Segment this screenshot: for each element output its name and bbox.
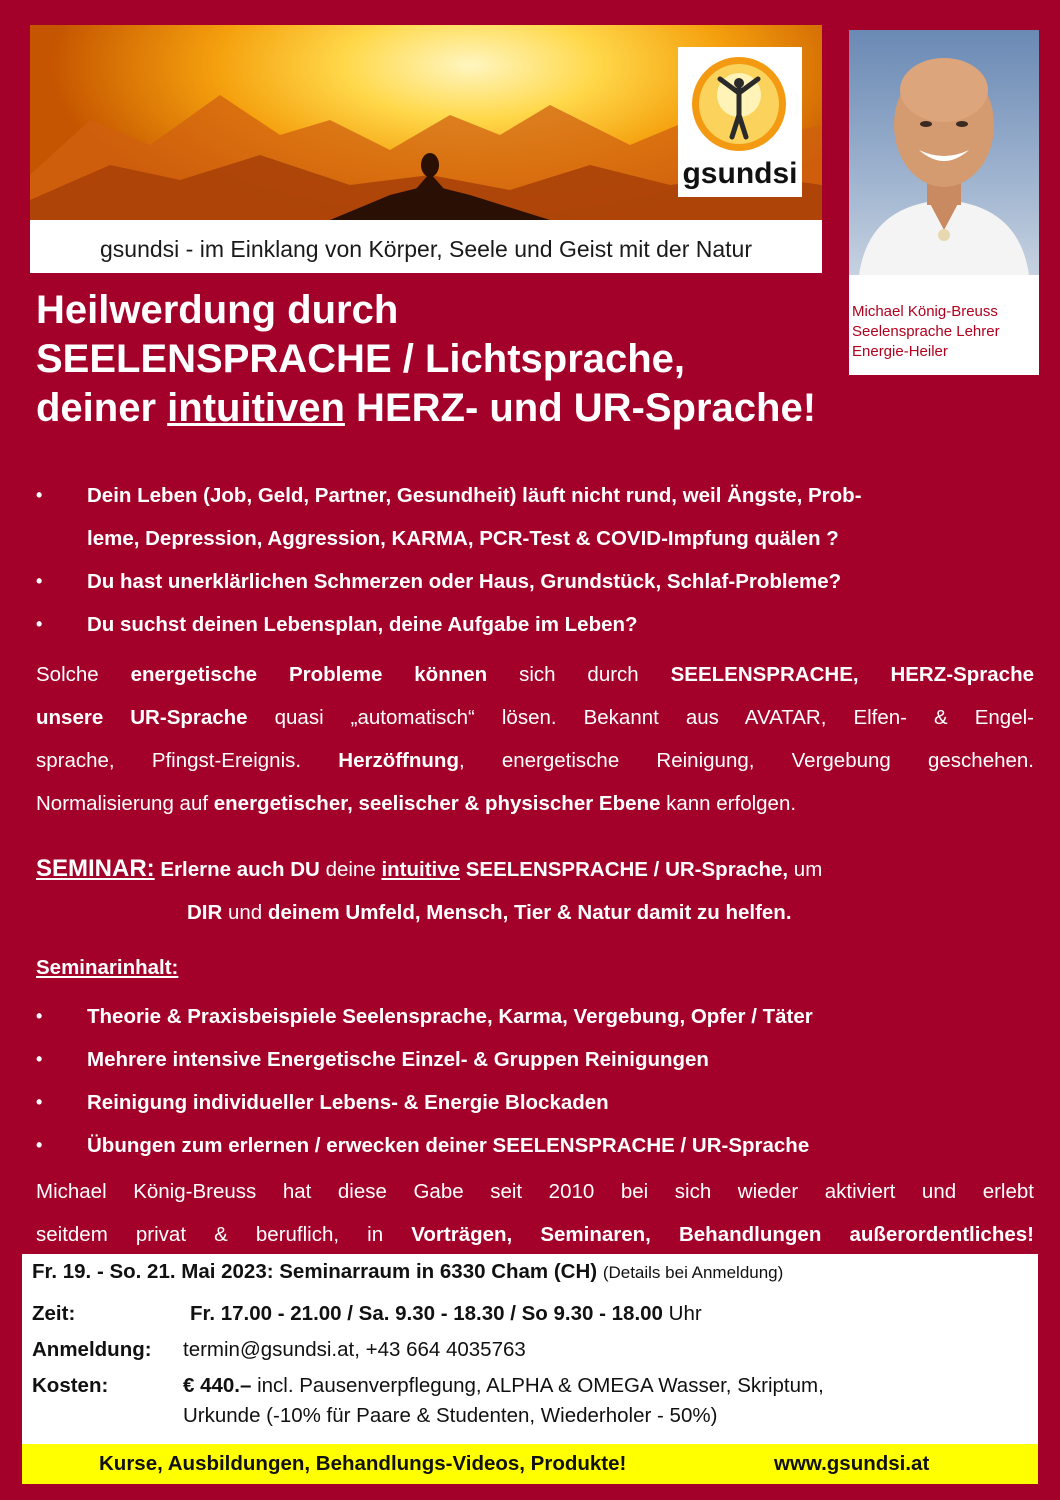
cost-details: incl. Pausenverpflegung, ALPHA & OMEGA Wasser, Skriptum, [251, 1374, 824, 1397]
headline-line [36, 384, 976, 433]
list-item-text: Dein Leben (Job, Geld, Partner, Gesundheit) läuft nicht rund, weil Ängste, Prob- [87, 484, 862, 507]
paragraph-line [36, 1213, 1034, 1256]
banner-tagline: gsundsi - im Einklang von Körper, Seele und Geist mit der Natur [100, 236, 752, 262]
headline-line: SEELENSPRACHE / Lichtsprache, [36, 337, 686, 381]
text: quasi „automatisch“ lösen. Bekannt aus AVATAR, Elfen- & Engel- [247, 706, 1034, 729]
text: und [222, 901, 268, 924]
banner [30, 25, 822, 273]
seminar-line-2 [187, 890, 1047, 935]
footer-bar [22, 1444, 1038, 1484]
text: sich durch [487, 663, 671, 686]
text-bold: Vorträgen, Seminaren, Behandlungen außerordentliches! [411, 1223, 1034, 1246]
list-item: • Du suchst deinen Lebensplan, deine Aufgabe im Leben? [36, 603, 1036, 646]
seminar-content-list [36, 995, 1036, 1167]
footer-url-link[interactable]: www.gsundsi.at [774, 1452, 930, 1475]
headline [36, 286, 976, 433]
time-label: Zeit: [32, 1302, 76, 1325]
logo-text: gsundsi [682, 157, 798, 190]
text-bold: Herzöffnung [338, 749, 459, 772]
headline-underlined-word: intuitiven [167, 386, 345, 430]
cost-label: Kosten: [32, 1374, 109, 1397]
cost-price: € 440.– [183, 1374, 252, 1397]
time-unit: Uhr [662, 1302, 702, 1325]
text: , energetische Reinigung, Vergebung geschehen. [458, 749, 1034, 772]
footer-text: Kurse, Ausbildungen, Behandlungs-Videos, Produkte! [99, 1452, 627, 1475]
registration-label: Anmeldung: [32, 1338, 152, 1361]
text: seitdem privat & beruflich, in [36, 1223, 412, 1246]
event-info-box [22, 1254, 1038, 1444]
list-item: • Mehrere intensive Energetische Einzel- & Gruppen Reinigungen [36, 1038, 1036, 1081]
headline-text: deiner [36, 386, 168, 430]
list-item: • Du hast unerklärlichen Schmerzen oder Haus, Grundstück, Schlaf-Probleme? [36, 560, 1036, 603]
text-bold: SEELENSPRACHE, HERZ-Sprache [670, 663, 1034, 686]
paragraph-line [36, 653, 1034, 696]
registration-row [32, 1338, 152, 1362]
seminar-line [36, 846, 1036, 892]
event-date [32, 1260, 783, 1284]
cost-row [32, 1374, 108, 1398]
logo-figure-icon [690, 55, 788, 153]
event-date-note: (Details bei Anmeldung) [602, 1263, 784, 1282]
text-bold: Erlerne auch DU [154, 858, 320, 881]
text: Solche [36, 663, 131, 686]
headline-text: HERZ- und UR-Sprache! [344, 386, 817, 430]
seminar-content-heading: Seminarinhalt: [36, 956, 179, 979]
text: kann erfolgen. [660, 792, 797, 815]
caption-name: Michael König-Breuss [852, 303, 998, 320]
text-bold: unsere UR-Sprache [36, 706, 248, 729]
time-value: Fr. 17.00 - 21.00 / Sa. 9.30 - 18.30 / So 9.30 - 18.00 [190, 1302, 663, 1325]
cost-value-line2: Urkunde (-10% für Paare & Studenten, Wiederholer - 50%) [183, 1404, 718, 1427]
text: Normalisierung auf [36, 792, 214, 815]
gsundsi-logo [678, 47, 802, 197]
list-item [36, 474, 1036, 560]
paragraph-line [36, 782, 1034, 825]
paragraph-line [36, 696, 1034, 739]
text-underlined: intuitive [381, 858, 461, 881]
teacher-photo [849, 30, 1039, 275]
text: deine [319, 858, 382, 881]
list-item: • Übungen zum erlernen / erwecken deiner SEELENSPRACHE / UR-Sprache [36, 1124, 1036, 1167]
headline-line: Heilwerdung durch [36, 288, 399, 332]
list-item: • Reinigung individueller Lebens- & Energie Blockaden [36, 1081, 1036, 1124]
paragraph-line [36, 739, 1034, 782]
teacher-paragraph [36, 1170, 1034, 1256]
text-bold: DIR [187, 901, 223, 924]
registration-contact[interactable]: termin@gsundsi.at, +43 664 4035763 [183, 1338, 526, 1361]
caption-role-2: Energie-Heiler [852, 343, 948, 360]
paragraph-line: Michael König-Breuss hat diese Gabe seit 2010 bei sich wieder aktiviert und erlebt [36, 1180, 1034, 1203]
text-bold: energetische Probleme können [130, 663, 488, 686]
text: um [788, 858, 823, 881]
text: sprache, Pfingst-Ereignis. [36, 749, 339, 772]
event-time-value [190, 1302, 702, 1326]
caption-role: Seelensprache Lehrer [852, 323, 1000, 340]
text-bold: deinem Umfeld, Mensch, Tier & Natur damit zu helfen. [267, 901, 792, 924]
list-item: • Theorie & Praxisbeispiele Seelensprache, Karma, Vergebung, Opfer / Täter [36, 995, 1036, 1038]
text-bold: energetischer, seelischer & physischer Ebene [213, 792, 661, 815]
list-item-text: leme, Depression, Aggression, KARMA, PCR-Test & COVID-Impfung quälen ? [87, 527, 839, 550]
event-time-row [32, 1302, 75, 1326]
intro-paragraph [36, 653, 1034, 825]
cost-value [183, 1374, 824, 1398]
seminar-label: SEMINAR: [36, 855, 155, 882]
problem-list [36, 474, 1036, 646]
event-date-text: Fr. 19. - So. 21. Mai 2023: Seminarraum in 6330 Cham (CH) [32, 1260, 598, 1283]
text-bold: SEELENSPRACHE / UR-Sprache, [460, 858, 789, 881]
